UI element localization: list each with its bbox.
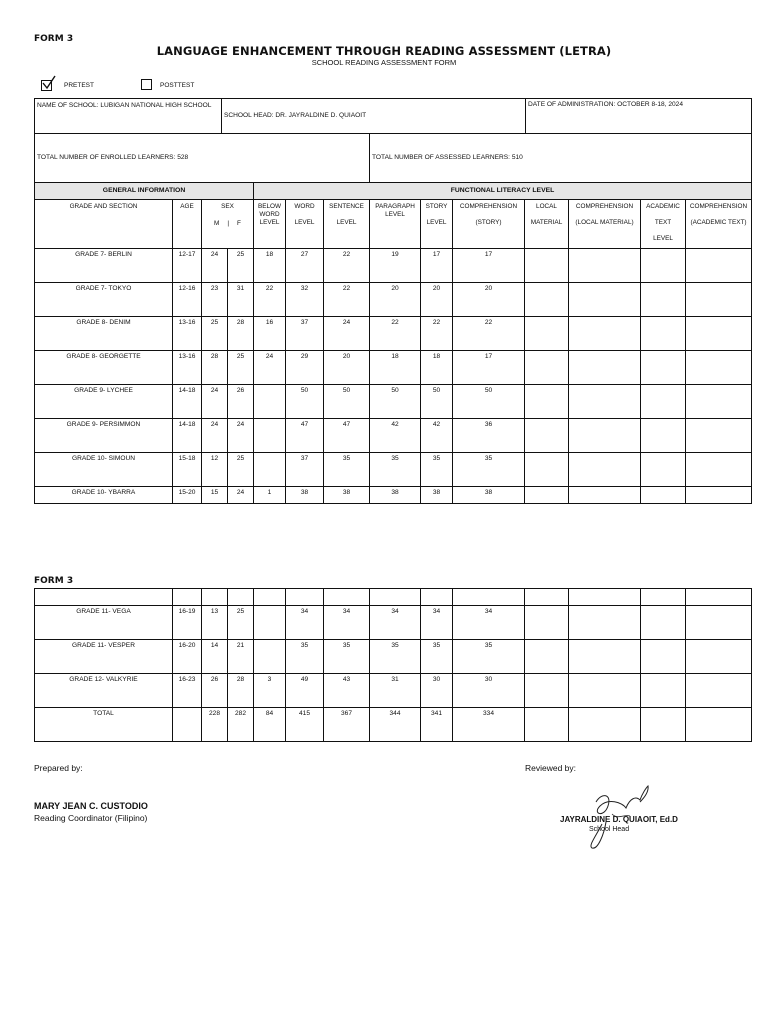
cell-story: 30 — [421, 674, 453, 708]
empty-cell — [686, 606, 752, 640]
cell-word: 415 — [286, 708, 324, 742]
posttest-label: POSTTEST — [160, 82, 195, 89]
cell-m: 25 — [202, 317, 228, 351]
below-word-level-header: BELOW WORD LEVEL — [257, 203, 282, 226]
cell-m: 24 — [202, 419, 228, 453]
cell-sentence: 367 — [324, 708, 370, 742]
cell-below: 18 — [254, 249, 286, 283]
prepared-by-name: MARY JEAN C. CUSTODIO — [34, 801, 148, 811]
cell-age: 12-17 — [173, 249, 202, 283]
cell-comp-story: 20 — [453, 283, 525, 317]
empty-cell — [569, 640, 641, 674]
cell-section: TOTAL — [35, 708, 173, 742]
cell-story: 42 — [421, 419, 453, 453]
empty-cell — [569, 317, 641, 351]
cell-below: 22 — [254, 283, 286, 317]
sentence-level-header: SENTENCE LEVEL — [329, 203, 364, 226]
cell-paragraph: 35 — [370, 640, 421, 674]
page-subtitle: SCHOOL READING ASSESSMENT FORM — [311, 58, 457, 67]
cell-comp-story: 35 — [453, 453, 525, 487]
cell-below: 1 — [254, 487, 286, 504]
cell-f: 25 — [228, 453, 254, 487]
cell-f: 24 — [228, 487, 254, 504]
cell-paragraph: 19 — [370, 249, 421, 283]
cell-comp-story: 17 — [453, 249, 525, 283]
cell-sentence: 24 — [324, 317, 370, 351]
empty-cell — [686, 419, 752, 453]
form-label: FORM 3 — [34, 34, 74, 44]
cell-word: 32 — [286, 283, 324, 317]
cell-sentence: 35 — [324, 453, 370, 487]
cell-below: 84 — [254, 708, 286, 742]
table-row — [35, 283, 752, 317]
story-level-header: STORY LEVEL — [425, 203, 448, 226]
cell-f: 25 — [228, 351, 254, 385]
cell-section: GRADE 11- VESPER — [35, 640, 173, 674]
cell-sentence: 20 — [324, 351, 370, 385]
pretest-label: PRETEST — [64, 82, 94, 89]
cell-comp-story: 22 — [453, 317, 525, 351]
blank-header-row — [35, 589, 752, 606]
cell-word: 50 — [286, 385, 324, 419]
table-row — [35, 249, 752, 283]
table-row — [35, 453, 752, 487]
assessment-table-continued — [34, 588, 752, 742]
empty-cell — [569, 453, 641, 487]
empty-cell — [641, 606, 686, 640]
cell-sentence: 35 — [324, 640, 370, 674]
empty-cell — [525, 283, 569, 317]
empty-cell — [569, 606, 641, 640]
empty-cell — [686, 453, 752, 487]
cell-story: 50 — [421, 385, 453, 419]
empty-cell — [569, 283, 641, 317]
cell-age: 13-16 — [173, 317, 202, 351]
empty-cell — [569, 708, 641, 742]
empty-cell — [641, 283, 686, 317]
empty-cell — [641, 385, 686, 419]
cell-paragraph: 35 — [370, 453, 421, 487]
cell-f: 28 — [228, 317, 254, 351]
empty-cell — [641, 419, 686, 453]
cell-f: 25 — [228, 606, 254, 640]
cell-word: 29 — [286, 351, 324, 385]
table-row — [35, 385, 752, 419]
prepared-by-role: Reading Coordinator (Filipino) — [34, 813, 148, 823]
cell-age: 15-18 — [173, 453, 202, 487]
pretest-checkbox[interactable] — [41, 80, 52, 91]
cell-age: 15-20 — [173, 487, 202, 504]
table-row — [35, 487, 752, 504]
cell-story: 20 — [421, 283, 453, 317]
empty-cell — [686, 708, 752, 742]
cell-sentence: 22 — [324, 249, 370, 283]
school-name: NAME OF SCHOOL: LUBIGAN NATIONAL HIGH SCHOOL — [35, 99, 222, 134]
cell-age: 14-18 — [173, 419, 202, 453]
cell-comp-story: 334 — [453, 708, 525, 742]
empty-cell — [641, 708, 686, 742]
cell-story: 17 — [421, 249, 453, 283]
functional-literacy-header: FUNCTIONAL LITERACY LEVEL — [254, 183, 752, 200]
cell-word: 47 — [286, 419, 324, 453]
empty-cell — [525, 640, 569, 674]
cell-section: GRADE 9- LYCHEE — [35, 385, 173, 419]
comprehension-story-header: COMPREHENSION (STORY) — [459, 203, 518, 226]
cell-m: 12 — [202, 453, 228, 487]
local-material-header: LOCAL MATERIAL — [530, 203, 563, 226]
female-header: F — [237, 220, 241, 227]
empty-cell — [525, 487, 569, 504]
cell-below — [254, 419, 286, 453]
empty-cell — [641, 640, 686, 674]
cell-comp-story: 30 — [453, 674, 525, 708]
cell-age: 16-23 — [173, 674, 202, 708]
prepared-by-label: Prepared by: — [34, 763, 83, 773]
comprehension-local-header: COMPREHENSION (LOCAL MATERIAL) — [575, 203, 634, 226]
cell-f: 25 — [228, 249, 254, 283]
cell-comp-story: 50 — [453, 385, 525, 419]
cell-paragraph: 31 — [370, 674, 421, 708]
cell-m: 28 — [202, 351, 228, 385]
empty-cell — [686, 674, 752, 708]
cell-sentence: 34 — [324, 606, 370, 640]
cell-f: 21 — [228, 640, 254, 674]
assessment-table — [34, 182, 752, 504]
cell-paragraph: 50 — [370, 385, 421, 419]
cell-m: 13 — [202, 606, 228, 640]
cell-m: 23 — [202, 283, 228, 317]
cell-story: 38 — [421, 487, 453, 504]
academic-text-level-header: ACADEMIC TEXT LEVEL — [646, 203, 680, 242]
cell-f: 24 — [228, 419, 254, 453]
empty-cell — [525, 317, 569, 351]
page-title: LANGUAGE ENHANCEMENT THROUGH READING ASSESSMENT (LETRA) — [156, 44, 612, 58]
cell-section: GRADE 8- GEORGETTE — [35, 351, 173, 385]
age-header: AGE — [180, 203, 194, 210]
cell-word: 34 — [286, 606, 324, 640]
empty-cell — [641, 487, 686, 504]
cell-word: 35 — [286, 640, 324, 674]
empty-cell — [686, 385, 752, 419]
form-label-page-2: FORM 3 — [34, 576, 74, 586]
cell-word: 38 — [286, 487, 324, 504]
empty-cell — [641, 453, 686, 487]
grade-section-header: GRADE AND SECTION — [69, 203, 138, 210]
cell-f: 31 — [228, 283, 254, 317]
assessed-learners: TOTAL NUMBER OF ASSESSED LEARNERS: 510 — [370, 134, 752, 183]
cell-story: 18 — [421, 351, 453, 385]
empty-cell — [686, 640, 752, 674]
cell-m: 24 — [202, 249, 228, 283]
empty-cell — [569, 351, 641, 385]
cell-section: GRADE 12- VALKYRIE — [35, 674, 173, 708]
cell-paragraph: 20 — [370, 283, 421, 317]
cell-word: 49 — [286, 674, 324, 708]
empty-cell — [686, 317, 752, 351]
cell-paragraph: 344 — [370, 708, 421, 742]
cell-paragraph: 22 — [370, 317, 421, 351]
cell-m: 15 — [202, 487, 228, 504]
empty-cell — [641, 249, 686, 283]
cell-sentence: 47 — [324, 419, 370, 453]
empty-cell — [641, 351, 686, 385]
empty-cell — [525, 606, 569, 640]
reviewed-by-name: JAYRALDINE D. QUIAOIT, Ed.D — [560, 815, 678, 824]
cell-below: 24 — [254, 351, 286, 385]
empty-cell — [686, 283, 752, 317]
table-row — [35, 640, 752, 674]
cell-section: GRADE 7- TOKYO — [35, 283, 173, 317]
sex-separator: | — [227, 220, 230, 227]
cell-paragraph: 18 — [370, 351, 421, 385]
empty-cell — [525, 351, 569, 385]
table-row — [35, 419, 752, 453]
cell-below — [254, 385, 286, 419]
cell-f: 28 — [228, 674, 254, 708]
cell-sentence: 38 — [324, 487, 370, 504]
cell-story: 341 — [421, 708, 453, 742]
reviewed-by-role: School Head — [589, 826, 630, 833]
cell-below — [254, 640, 286, 674]
cell-comp-story: 36 — [453, 419, 525, 453]
empty-cell — [525, 674, 569, 708]
cell-paragraph: 38 — [370, 487, 421, 504]
cell-story: 22 — [421, 317, 453, 351]
empty-cell — [686, 351, 752, 385]
empty-cell — [569, 487, 641, 504]
cell-paragraph: 42 — [370, 419, 421, 453]
table-row — [35, 708, 752, 742]
empty-cell — [525, 419, 569, 453]
empty-cell — [525, 708, 569, 742]
cell-below: 16 — [254, 317, 286, 351]
cell-age: 16-19 — [173, 606, 202, 640]
cell-section: GRADE 7- BERLIN — [35, 249, 173, 283]
empty-cell — [641, 317, 686, 351]
cell-sentence: 50 — [324, 385, 370, 419]
empty-cell — [525, 249, 569, 283]
cell-below — [254, 453, 286, 487]
cell-age: 14-18 — [173, 385, 202, 419]
empty-cell — [641, 674, 686, 708]
cell-below: 3 — [254, 674, 286, 708]
empty-cell — [686, 249, 752, 283]
cell-below — [254, 606, 286, 640]
school-info-table — [34, 98, 752, 183]
school-head: SCHOOL HEAD: DR. JAYRALDINE D. QUIAOIT — [222, 99, 526, 134]
cell-age: 13-16 — [173, 351, 202, 385]
cell-m: 228 — [202, 708, 228, 742]
enrolled-learners: TOTAL NUMBER OF ENROLLED LEARNERS: 528 — [35, 134, 370, 183]
cell-comp-story: 35 — [453, 640, 525, 674]
date-of-administration: DATE OF ADMINISTRATION: OCTOBER 8-18, 2024 — [526, 99, 752, 134]
cell-m: 26 — [202, 674, 228, 708]
cell-word: 37 — [286, 317, 324, 351]
cell-sentence: 43 — [324, 674, 370, 708]
cell-word: 37 — [286, 453, 324, 487]
cell-section: GRADE 11- VEGA — [35, 606, 173, 640]
word-level-header: WORD LEVEL — [294, 203, 315, 226]
cell-f: 282 — [228, 708, 254, 742]
cell-section: GRADE 9- PERSIMMON — [35, 419, 173, 453]
cell-comp-story: 34 — [453, 606, 525, 640]
paragraph-level-header: PARAGRAPH LEVEL — [375, 203, 415, 218]
cell-section: GRADE 10- SIMOUN — [35, 453, 173, 487]
cell-comp-story: 17 — [453, 351, 525, 385]
cell-section: GRADE 8- DENIM — [35, 317, 173, 351]
empty-cell — [569, 249, 641, 283]
sex-header: SEX — [221, 203, 234, 210]
cell-story: 35 — [421, 640, 453, 674]
cell-age: 16-20 — [173, 640, 202, 674]
cell-comp-story: 38 — [453, 487, 525, 504]
cell-word: 27 — [286, 249, 324, 283]
empty-cell — [569, 385, 641, 419]
cell-m: 24 — [202, 385, 228, 419]
empty-cell — [569, 419, 641, 453]
cell-paragraph: 34 — [370, 606, 421, 640]
empty-cell — [525, 453, 569, 487]
cell-age — [173, 708, 202, 742]
checkmark-icon — [41, 75, 57, 91]
cell-age: 12-16 — [173, 283, 202, 317]
table-row — [35, 317, 752, 351]
empty-cell — [525, 385, 569, 419]
table-row — [35, 351, 752, 385]
cell-story: 35 — [421, 453, 453, 487]
cell-m: 14 — [202, 640, 228, 674]
cell-f: 26 — [228, 385, 254, 419]
posttest-checkbox[interactable] — [141, 79, 152, 90]
empty-cell — [569, 674, 641, 708]
table-row — [35, 606, 752, 640]
reviewed-by-label: Reviewed by: — [525, 763, 577, 773]
general-information-header: GENERAL INFORMATION — [35, 183, 254, 200]
cell-story: 34 — [421, 606, 453, 640]
table-row — [35, 674, 752, 708]
cell-section: GRADE 10- YBARRA — [35, 487, 173, 504]
cell-sentence: 22 — [324, 283, 370, 317]
male-header: M — [214, 220, 220, 227]
comprehension-academic-header: COMPREHENSION (ACADEMIC TEXT) — [689, 203, 748, 226]
empty-cell — [686, 487, 752, 504]
